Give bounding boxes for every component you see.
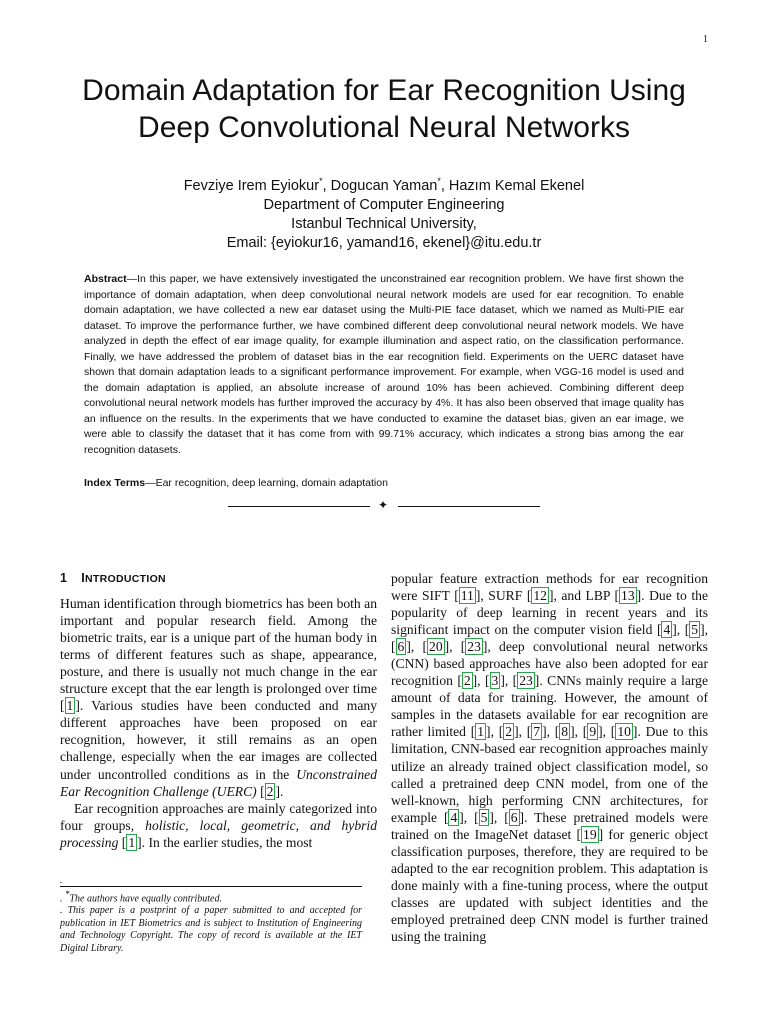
diamond-icon: ✦	[378, 498, 389, 512]
section-heading	[60, 570, 377, 588]
abstract	[84, 272, 684, 458]
index-terms-text: —Ear recognition, deep learning, domain adaptation	[145, 477, 388, 489]
citation-link[interactable]: 23	[467, 639, 481, 655]
citation-link[interactable]: 6	[510, 809, 518, 825]
text-run: Human identification through biometrics has been both an important and popular research field. Among the biometric traits, ear is a unique part of the human body in terms of different features such as shape, appearance, posture, and there is usually not much change in the ear structure except that the ear length is prolonged over time	[60, 596, 377, 697]
university: Istanbul Technical University,	[291, 215, 477, 232]
citation-link[interactable]: 1	[128, 834, 136, 850]
citation-link[interactable]: 5	[480, 809, 488, 825]
citation-link[interactable]: 3	[491, 673, 499, 689]
email: Email: {eyiokur16, yamand16, ekenel}@itu.edu.tr	[226, 234, 542, 251]
italic-run: holistic, local, geometric, and hybrid processing	[60, 817, 377, 850]
left-column	[60, 568, 377, 851]
citation-link[interactable]: 19	[583, 826, 597, 842]
paragraph: Ear recognition approaches are mainly categorized into four groups, holistic, local, geometric, and hybrid processing [ 1 ]. In the earlier studies, the most	[60, 800, 377, 850]
citation-link[interactable]: 10	[617, 724, 631, 740]
author-2: , Dogucan Yaman	[322, 177, 438, 194]
abstract-label: Abstract	[84, 273, 127, 285]
equal-contribution-mark: *	[437, 176, 441, 186]
title-line-1: Domain Adaptation for Ear Recognition Using	[82, 74, 686, 107]
title-line-2: Deep Convolutional Neural Networks	[138, 111, 630, 144]
footnote-mark: *	[65, 888, 70, 899]
index-terms-label: Index Terms	[84, 477, 146, 489]
paragraph: Human identification through biometrics has been both an important and popular research field. Among the biometric traits, ear is a unique part of the human body in terms of different features such as shape, appearance, posture, and there is usually not much change in the ear structure except that the ear length is prolonged over time [ 1 ]. Various studies have been conducted and many different approaches have been proposed on ear recognition, however, it still remains as an open challenge, especially when the ear images are collected under uncontrolled conditions as in the Unconstrained Ear Recognition Challenge (UERC) [ 2 ].	[60, 596, 377, 799]
text-run: popular feature extraction methods for ear recognition were SIFT	[391, 571, 708, 604]
citation-link[interactable]: 9	[589, 724, 597, 740]
author-3: , Hazım Kemal Ekenel	[440, 177, 585, 194]
index-terms	[84, 476, 684, 491]
footnote-1: . *The authors have equally contributed.	[60, 888, 222, 904]
footnote-2: . This paper is a postprint of a paper submitted to and accepted for publication in IET Biometrics and is subject to Institution of Engineering and Technology Copyright. The copy of record is available at the IET Digital Library.	[60, 905, 362, 954]
text-run: Ear recognition approaches are mainly categorized into four groups,	[60, 800, 377, 833]
footnote-text: The authors have equally contributed.	[69, 892, 222, 904]
section-title-rest: NTRODUCTION	[85, 573, 166, 585]
citation-link[interactable]: 6	[397, 639, 405, 655]
paper-title	[40, 72, 728, 146]
section-separator	[228, 500, 540, 514]
citation-link[interactable]: 2	[505, 724, 513, 740]
author-1: Fevziye Irem Eyiokur	[183, 177, 320, 194]
text-run: . Due to the popularity of deep learning in recent years and its significant impact on the computer vision field	[391, 588, 708, 638]
footnote-dot: .	[60, 875, 63, 886]
italic-run: Unconstrained Ear Recognition Challenge (UERC)	[60, 766, 377, 799]
text-run: , SURF	[480, 588, 527, 604]
abstract-text: —In this paper, we have extensively investigated the unconstrained ear recognition problem. We have first shown the importance of domain adaptation, when deep convolutional neural network models are used for ear recognition. To enable domain adaptation, we have collected a new ear dataset using the Multi-PIE face dataset, which we named as Multi-PIE ear dataset. To improve the performance further, we have combined different deep convolutional neural network models. We have analyzed in depth the effect of ear image quality, for example illumination and aspect ratio, on the classification performance. Finally, we have addressed the problem of dataset bias in the ear recognition field. Experiments on the UERC dataset have shown that domain adaptation leads to a significant performance improvement. For example, when VGG-16 model is used and the domain adaptation is applied, an absolute increase of around 10% has been achieved. Combining different deep convolutional neural network models has further improved the accuracy by 4%. It has also been observed that image quality has an influence on the results. In the experiments that we have conducted to examine the dataset bias, given an ear image, we were able to classify the dataset that it has come from with 99.71% accuracy, which indicates a strong bias among the ear recognition datasets.	[84, 273, 684, 456]
text-run: for generic object classification purposes, therefore, they are required to be adapted to the ear recognition problem. This adaptation is done mainly with a fine-tuning process, where the output classes are updated with subject identities and the employed pretrained deep CNN model is further trained using the training	[391, 826, 708, 944]
text-run: , and LBP	[553, 588, 615, 604]
text-run: . Various studies have been conducted and many different approaches have been proposed on ear recognition, however, it still remains as an open challenge, especially when the ear images are collected under uncontrolled conditions as in the	[60, 698, 377, 782]
separator-line-left	[228, 506, 370, 507]
citation-link[interactable]: 20	[429, 639, 443, 655]
citation-link[interactable]: 13	[621, 588, 635, 604]
page-number: 1	[703, 34, 708, 45]
author-names	[60, 172, 708, 196]
citation-link[interactable]: 4	[663, 622, 671, 638]
footnotes	[60, 875, 362, 955]
paragraph: popular feature extraction methods for ear recognition were SIFT [ 11 ], SURF [ 12 ], and LBP [ 13 ]. Due to the popularity of deep learning in recent years and its significant impact on the computer vision field [ 4 ], [ 5 ], [ 6 ], [ 20 ], [ 23 ], deep convolutional neural networks (CNN) based approaches have also been adopted for ear recognition [ 2 ], [ 3 ], [ 23 ]. CNNs mainly require a large amount of data for training. However, the amount of samples in the datasets available for ear recognition are rather limited [ 1 ], [ 2 ], [ 7 ], [ 8 ], [ 9 ], [ 10 ]. Due to this limitation, CNN-based ear recognition approaches mainly utilize an already trained object classification model, so called a pretrained deep CNN model, from one of the well-known, high performing CNN architectures, for example [ 4 ], [ 5 ], [ 6 ]. These pretrained models were trained on the ImageNet dataset [ 19 ] for generic object classification purposes, therefore, they are required to be adapted to the ear recognition problem. This adaptation is done mainly with a fine-tuning process, where the output classes are updated with subject identities and the employed pretrained deep CNN model is further trained using the training	[391, 571, 709, 944]
section-number: 1	[60, 571, 68, 585]
citation-link[interactable]: 23	[519, 673, 533, 689]
department: Department of Computer Engineering	[263, 196, 505, 213]
text-run: . Due to this limitation, CNN-based ear recognition approaches mainly utilize an already trained object classification model, so called a pretrained deep CNN model, from one of the well-known, high performing CNN architectures, for example	[391, 724, 708, 825]
citation-link[interactable]: 5	[691, 622, 699, 638]
text-run: .	[279, 783, 284, 799]
text-run: , deep convolutional neural networks (CNN) based approaches have also been adopted for ear recognition	[391, 639, 708, 689]
text-run: . In the earlier studies, the most	[141, 834, 313, 850]
citation-link[interactable]: 1	[477, 724, 485, 740]
citation-link[interactable]: 12	[533, 588, 547, 604]
section-title-first: I	[81, 571, 86, 585]
citation-link[interactable]: 7	[533, 724, 541, 740]
separator-line-right	[398, 506, 540, 507]
citation-link[interactable]: 8	[561, 724, 569, 740]
citation-link[interactable]: 11	[460, 588, 474, 604]
citation-link[interactable]: 2	[463, 673, 471, 689]
citation-link[interactable]: 1	[66, 698, 74, 714]
right-column	[391, 570, 708, 945]
authors-block	[60, 172, 708, 253]
citation-link[interactable]: 2	[266, 783, 274, 799]
text-run: . These pretrained models were trained on the ImageNet dataset	[391, 809, 708, 842]
equal-contribution-mark: *	[319, 176, 323, 186]
text-run: . CNNs mainly require a large amount of data for training. However, the amount of samples in the datasets available for ear recognition are rather limited	[391, 673, 708, 740]
citation-link[interactable]: 4	[450, 809, 458, 825]
